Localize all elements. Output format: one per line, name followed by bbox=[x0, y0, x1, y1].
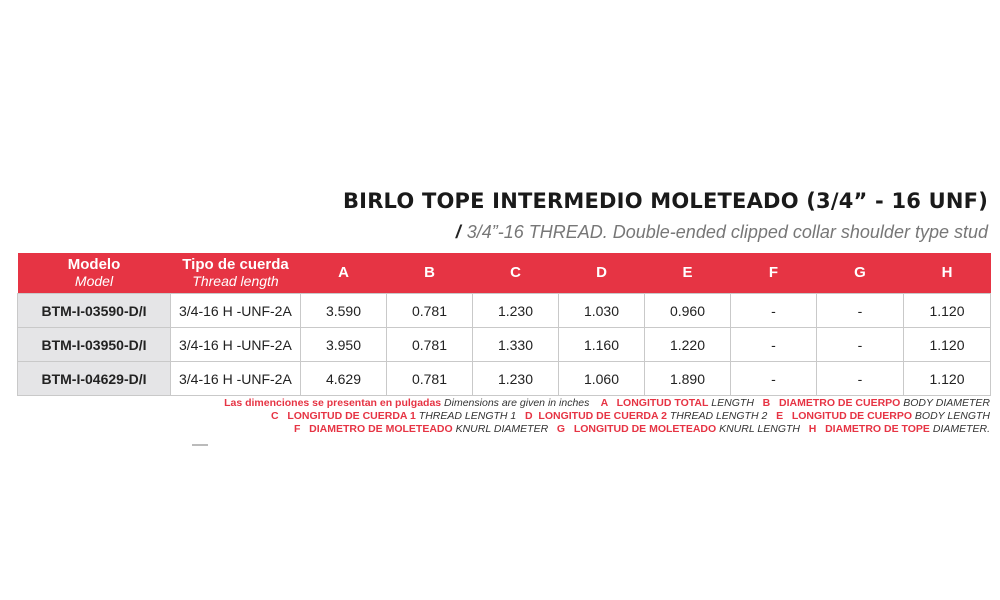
column-header bbox=[731, 253, 817, 294]
column-header-label: A bbox=[338, 264, 349, 281]
note-translation: BODY LENGTH bbox=[912, 410, 990, 422]
dimension-notes bbox=[224, 397, 990, 436]
dimension-cell: 0.781 bbox=[387, 294, 473, 328]
table-row bbox=[18, 294, 991, 328]
column-header-label: Modelo bbox=[67, 256, 121, 273]
note-translation: THREAD LENGTH 1 bbox=[415, 410, 517, 422]
column-header bbox=[645, 253, 731, 294]
note-term: C LONGITUD DE CUERDA 1 bbox=[271, 410, 416, 422]
model-cell: BTM-I-03590-D/I bbox=[18, 294, 171, 328]
column-header bbox=[18, 253, 171, 294]
note-line bbox=[224, 410, 990, 423]
dimension-cell: 1.030 bbox=[559, 294, 645, 328]
note-term: F DIAMETRO DE MOLETEADO bbox=[294, 423, 453, 435]
dimension-cell: 0.960 bbox=[645, 294, 731, 328]
column-header-sublabel: Model bbox=[74, 273, 114, 289]
column-header-label: B bbox=[424, 264, 435, 281]
page-title: BIRLO TOPE INTERMEDIO MOLETEADO (3/4” - 16 UNF) bbox=[342, 189, 988, 213]
dimension-cell: - bbox=[731, 362, 817, 396]
note-translation: LENGTH bbox=[708, 397, 754, 409]
dimension-cell: 3.950 bbox=[301, 328, 387, 362]
column-header-label: E bbox=[682, 264, 693, 281]
thread-cell: 3/4-16 H -UNF-2A bbox=[171, 362, 301, 396]
note-term: B DIAMETRO DE CUERPO bbox=[753, 397, 901, 409]
dimension-cell: 4.629 bbox=[301, 362, 387, 396]
dimension-cell: 1.330 bbox=[473, 328, 559, 362]
note-translation: Dimensions are given in inches bbox=[441, 397, 590, 409]
note-line bbox=[224, 423, 990, 436]
table-body bbox=[18, 294, 991, 396]
column-header bbox=[171, 253, 301, 294]
column-header-label: C bbox=[510, 264, 521, 281]
column-header-label: H bbox=[941, 264, 953, 281]
note-line bbox=[224, 397, 990, 410]
subtitle-slash: / bbox=[455, 222, 461, 242]
note-term: G LONGITUD DE MOLETEADO bbox=[548, 423, 717, 435]
dimension-cell: 0.781 bbox=[387, 362, 473, 396]
spec-table bbox=[17, 253, 991, 396]
column-header bbox=[559, 253, 645, 294]
dimension-cell: 3.590 bbox=[301, 294, 387, 328]
column-header-label: F bbox=[768, 264, 779, 281]
dimension-cell: 1.230 bbox=[473, 294, 559, 328]
dimension-cell: - bbox=[817, 328, 904, 362]
dimension-cell: 1.230 bbox=[473, 362, 559, 396]
dimension-cell: 0.781 bbox=[387, 328, 473, 362]
model-cell: BTM-I-04629-D/I bbox=[18, 362, 171, 396]
note-term: A LONGITUD TOTAL bbox=[589, 397, 709, 409]
note-translation: THREAD LENGTH 2 bbox=[666, 410, 768, 422]
dimension-cell: 1.060 bbox=[559, 362, 645, 396]
table-row bbox=[18, 328, 991, 362]
dimension-cell: 1.120 bbox=[904, 362, 991, 396]
page-subtitle bbox=[456, 222, 988, 243]
note-translation: BODY DIAMETER bbox=[900, 397, 990, 409]
dimension-cell: - bbox=[817, 362, 904, 396]
column-header bbox=[904, 253, 991, 294]
dimension-cell: 1.120 bbox=[904, 294, 991, 328]
thread-cell: 3/4-16 H -UNF-2A bbox=[171, 294, 301, 328]
thread-cell: 3/4-16 H -UNF-2A bbox=[171, 328, 301, 362]
table-header-row bbox=[18, 253, 991, 294]
column-header bbox=[817, 253, 904, 294]
column-header-label: D bbox=[596, 264, 607, 281]
column-header-label: G bbox=[854, 264, 866, 281]
note-term: Las dimenciones se presentan en pulgadas bbox=[224, 397, 442, 409]
note-translation: KNURL DIAMETER bbox=[452, 423, 549, 435]
note-term: H DIAMETRO DE TOPE bbox=[800, 423, 930, 435]
subtitle-text: 3/4”-16 THREAD. Double-ended clipped collar shoulder type stud bbox=[466, 222, 988, 242]
dimension-cell: 1.160 bbox=[559, 328, 645, 362]
note-term: D LONGITUD DE CUERDA 2 bbox=[516, 410, 667, 422]
table-row bbox=[18, 362, 991, 396]
dimension-cell: - bbox=[817, 294, 904, 328]
dimension-cell: - bbox=[731, 294, 817, 328]
note-translation: KNURL LENGTH bbox=[716, 423, 800, 435]
dimension-cell: 1.890 bbox=[645, 362, 731, 396]
dimension-cell: 1.220 bbox=[645, 328, 731, 362]
note-translation: DIAMETER. bbox=[929, 423, 990, 435]
column-header-label: Tipo de cuerda bbox=[182, 256, 289, 273]
model-cell: BTM-I-03950-D/I bbox=[18, 328, 171, 362]
column-header-sublabel: Thread length bbox=[192, 273, 279, 289]
decorative-dash bbox=[192, 444, 208, 446]
dimension-cell: 1.120 bbox=[904, 328, 991, 362]
note-term: E LONGITUD DE CUERPO bbox=[767, 410, 912, 422]
column-header bbox=[473, 253, 559, 294]
dimension-cell: - bbox=[731, 328, 817, 362]
column-header bbox=[387, 253, 473, 294]
column-header bbox=[301, 253, 387, 294]
